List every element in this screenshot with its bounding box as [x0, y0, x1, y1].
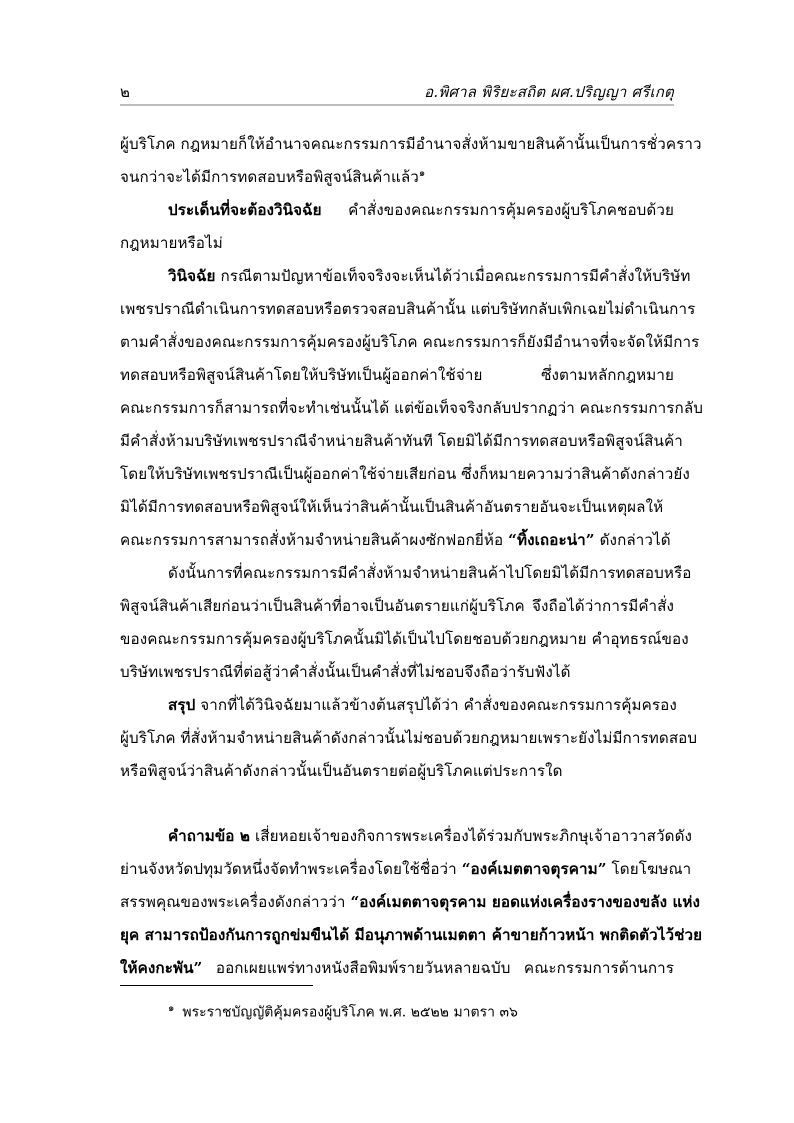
body-line: ผู้บริโภค กฎหมายก็ให้อำนาจคณะกรรมการมีอำนาจสั่งห้ามขายสินค้านั้นเป็นการชั่วคราว	[120, 135, 702, 153]
body-line: กฎหมายหรือไม่	[120, 234, 223, 252]
question-line	[120, 820, 693, 853]
body-line: ตามคำสั่งของคณะกรรมการคุ้มครองผู้บริโภค คณะกรรมการก็ยังมีอำนาจที่จะจัดให้มีการ	[120, 333, 700, 351]
decision-label: วินิจฉัย	[168, 267, 216, 285]
body-text: คำสั่งของคณะกรรมการคุ้มครองผู้บริโภคชอบด้วย	[321, 201, 674, 219]
page-header	[120, 80, 674, 102]
body-line: มีคำสั่งห้ามบริษัทเพชรปราณีจำหน่ายสินค้าทันที โดยมิได้มีการทดสอบหรือพิสูจน์สินค้า	[120, 432, 683, 450]
summary-line	[120, 689, 677, 722]
brand-name-quote: “ทิ้งเถอะน่า”	[508, 531, 595, 549]
question-label: คำถามข้อ ๒	[168, 827, 251, 845]
body-line	[120, 853, 692, 886]
advert-quote-end: ให้คงกะพัน”	[120, 959, 203, 977]
body-text: จากที่ได้วินิจฉัยมาแล้วข้างต้นสรุปได้ว่า คำสั่งของคณะกรรมการคุ้มครอง	[195, 696, 677, 714]
body-text: กรณีตามปัญหาข้อเท็จจริงจะเห็นได้ว่าเมื่อคณะกรรมการมีคำสั่งให้บริษัท	[215, 267, 691, 285]
decision-line	[120, 260, 691, 293]
amulet-name-quote: “องค์เมตตาจตุรคาม”	[461, 860, 607, 878]
body-line	[120, 952, 674, 985]
summary-label: สรุป	[168, 696, 196, 714]
body-line: พิสูจน์สินค้าเสียก่อนว่าเป็นสินค้าที่อาจเป็นอันตรายแก่ผู้บริโภค จึงถือได้ว่าการมีคำสั่ง	[120, 597, 674, 615]
body-line: ทดสอบหรือพิสูจน์สินค้าโดยให้บริษัทเป็นผู้ออกค่าใช้จ่าย ซึ่งตามหลักกฎหมาย	[120, 366, 674, 384]
issue-label: ประเด็นที่จะต้องวินิจฉัย	[168, 201, 322, 219]
body-text: สรรพคุณของพระเครื่องดังกล่าวว่า	[120, 893, 351, 911]
page-number: ๒	[120, 83, 130, 101]
body-text: โดยโฆษณา	[606, 860, 692, 878]
advert-quote-line: ยุค สามารถป้องกันการถูกข่มขืนได้ มีอนุภาพด้านเมตตา ค้าขายก้าวหน้า พกติดตัวไว้ช่วย	[120, 926, 703, 944]
body-line: บริษัทเพชรปราณีที่ต่อสู้ว่าคำสั่งนั้นเป็นคำสั่งที่ไม่ชอบจึงถือว่ารับฟังได้	[120, 663, 571, 681]
body-line	[120, 886, 701, 919]
advert-quote: “องค์เมตตาจตุรคาม ยอดแห่งเครื่องรางของขลัง แห่ง	[350, 893, 701, 911]
body-line: หรือพิสูจน์ว่าสินค้าดังกล่าวนั้นเป็นอันตรายต่อผู้บริโภคแต่ประการใด	[120, 762, 563, 780]
body-text: จนกว่าจะได้มีการทดสอบหรือพิสูจน์สินค้าแล้ว	[120, 168, 419, 186]
paragraph-gap	[120, 788, 674, 820]
body-text: ดังกล่าวได้	[594, 531, 671, 549]
body-line	[120, 524, 674, 557]
issue-line	[120, 194, 674, 227]
body-text: ออกเผยแพร่ทางหนังสือพิมพ์รายวันหลายฉบับ คณะกรรมการด้านการ	[202, 959, 674, 977]
body-line: โดยให้บริษัทเพชรปราณีเป็นผู้ออกค่าใช้จ่ายเสียก่อน ซึ่งก็หมายความว่าสินค้าดังกล่าวยัง	[120, 465, 690, 483]
body-line: คณะกรรมการก็สามารถที่จะทำเช่นนั้นได้ แต่ข้อเท็จจริงกลับปรากฏว่า คณะกรรมการกลับ	[120, 399, 704, 417]
body-text: เสี่ยหอยเจ้าของกิจการพระเครื่องได้ร่วมกับพระภิกษุเจ้าอาวาสวัดดัง	[250, 827, 693, 845]
body-text: คณะกรรมการสามารถสั่งห้ามจำหน่ายสินค้าผงซักฟอกยี่ห้อ	[120, 531, 509, 549]
footnote-ref[interactable]: ๑	[418, 167, 426, 179]
footnote	[168, 1001, 518, 1024]
footnote-text: พระราชบัญญัติคุ้มครองผู้บริโภค พ.ศ. ๒๕๒๒ มาตรา ๓๖	[182, 1004, 518, 1021]
header-divider	[120, 104, 674, 106]
page-body	[120, 128, 704, 985]
footnote-divider	[120, 985, 313, 986]
running-head-authors: อ.พิศาล พิริยะสถิต ผศ.ปริญญา ศรีเกตุ	[424, 83, 674, 101]
body-line: ของคณะกรรมการคุ้มครองผู้บริโภคนั้นมิได้เป็นไปโดยชอบด้วยกฎหมาย คำอุทธรณ์ของ	[120, 630, 689, 648]
body-line: ผู้บริโภค ที่สั่งห้ามจำหน่ายสินค้าดังกล่าวนั้นไม่ชอบด้วยกฎหมายเพราะยังไม่มีการทดสอบ	[120, 729, 698, 747]
body-line: เพชรปราณีดำเนินการทดสอบหรือตรวจสอบสินค้านั้น แต่บริษัทกลับเพิกเฉยไม่ดำเนินการ	[120, 300, 696, 318]
footnote-mark: ๑	[168, 1003, 175, 1014]
body-text: ย่านจังหวัดปทุมวัดหนึ่งจัดทำพระเครื่องโดยใช้ชื่อว่า	[120, 860, 462, 878]
body-line: ดังนั้นการที่คณะกรรมการมีคำสั่งห้ามจำหน่ายสินค้าไปโดยมิได้มีการทดสอบหรือ	[168, 564, 692, 582]
body-line	[120, 161, 674, 194]
body-line: มิได้มีการทดสอบหรือพิสูจน์ให้เห็นว่าสินค้านั้นเป็นสินค้าอันตรายอันจะเป็นเหตุผลให้	[120, 498, 664, 516]
